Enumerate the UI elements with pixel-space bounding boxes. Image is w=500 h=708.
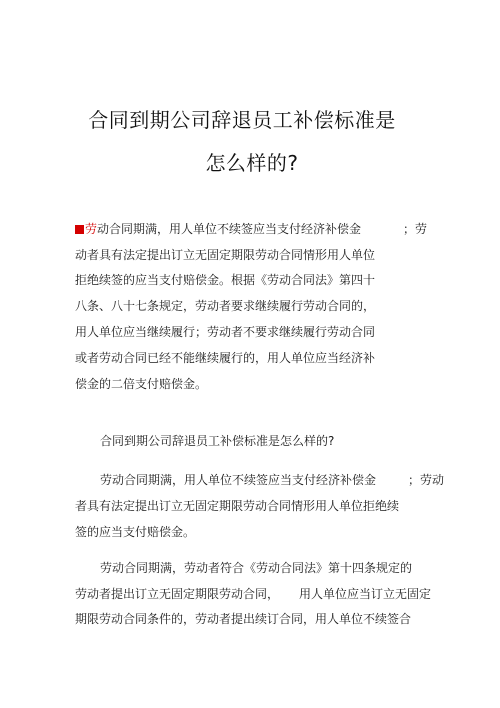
para2-line-1-text-a: 劳动合同期满，用人单位不续签应当支付经济补偿金 — [100, 473, 377, 487]
para2-line-1-text-b: ；劳动 — [408, 473, 445, 487]
para1-line-1-text-b: ；劳 — [403, 222, 428, 236]
para1-line-1 — [75, 222, 427, 236]
title-line-2: 怎么样的? — [205, 151, 299, 175]
para1-line-2: 动者具有法定提出订立无固定期限劳动合同情形用人单位 — [75, 248, 376, 262]
para1-line-3: 拒绝续签的应当支付赔偿金。根据《劳动合同法》第四十 — [75, 273, 376, 287]
para1-line-1-text-a: 动合同期满，用人单位不续签应当支付经济补偿金 — [97, 222, 362, 236]
para1-line-7: 偿金的二倍支付赔偿金。 — [75, 377, 208, 391]
para1-line-5: 用人单位应当继续履行；劳动者不要求继续履行劳动合同 — [75, 325, 376, 339]
para3-line-3: 期限劳动合同条件的，劳动者提出续订合同，用人单位不续签合 — [75, 612, 412, 626]
para2-line-1 — [100, 473, 444, 487]
para1-line-4: 八条、八十七条规定，劳动者要求继续履行劳动合同的， — [75, 299, 376, 313]
para1-line-6: 或者劳动合同已经不能继续履行的，用人单位应当经济补 — [75, 351, 376, 365]
title-line-1: 合同到期公司辞退员工补偿标准是 — [88, 108, 396, 132]
para1-red-char: 劳 — [85, 222, 98, 236]
subheading: 合同到期公司辞退员工补偿标准是怎么样的? — [100, 434, 335, 448]
para3-line-1: 劳动合同期满，劳动者符合《劳动合同法》第十四条规定的 — [100, 561, 413, 575]
red-square-bullet-icon — [75, 225, 84, 234]
para3-line-2-text-b: 用人单位应当订立无固定 — [299, 587, 432, 601]
para3-line-2 — [75, 587, 431, 601]
para3-line-2-text-a: 劳动者提出订立无固定期限劳动合同， — [75, 587, 280, 601]
para2-line-3: 签的应当支付赔偿金。 — [75, 525, 196, 539]
para2-line-2: 者具有法定提出订立无固定期限劳动合同情形用人单位拒绝续 — [75, 499, 400, 513]
